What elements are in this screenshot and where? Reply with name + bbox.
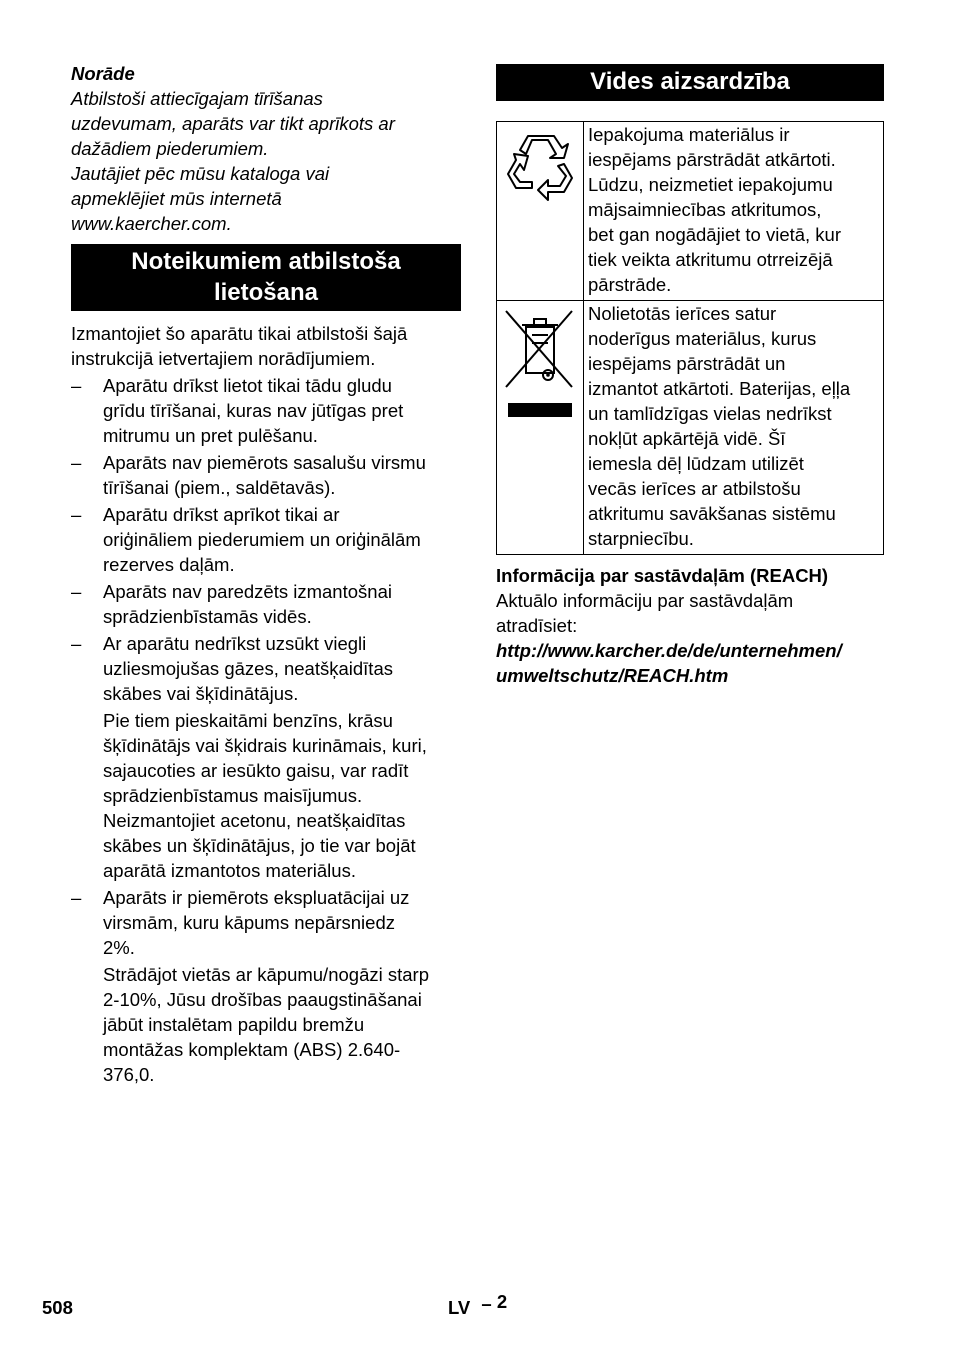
footer-dash: – bbox=[481, 1293, 492, 1314]
intro-line: Izmantojiet šo aparātu tikai atbilstoši šajā bbox=[71, 323, 408, 344]
cell-line: nokļūt apkārtējā vidē. Šī bbox=[588, 428, 786, 449]
heading-line: lietošana bbox=[213, 279, 319, 306]
cell-line: iemesla dēļ lūdzam utilizēt bbox=[588, 453, 804, 474]
cell-line: Lūdzu, neizmetiet iepakojumu bbox=[588, 174, 833, 195]
section-heading-environment: Vides aizsardzība bbox=[496, 64, 884, 101]
note-line: Atbilstoši attiecīgajam tīrīšanas bbox=[71, 88, 323, 109]
item-line: montāžas komplektam (ABS) 2.640- bbox=[103, 1039, 401, 1060]
item-line: grīdu tīrīšanai, kuras nav jūtīgas pret bbox=[103, 400, 404, 421]
footer-language-marker bbox=[448, 1291, 508, 1320]
item-line: sajaucoties ar iesūkto gaisu, var radīt bbox=[103, 760, 409, 781]
cell-line: atkritumu savākšanas sistēmu bbox=[588, 503, 836, 524]
item-line: 2-10%, Jūsu drošības paaugstināšanai bbox=[103, 989, 422, 1010]
item-line: Strādājot vietās ar kāpumu/nogāzi starp bbox=[103, 964, 429, 985]
cell-line: noderīgus materiālus, kurus bbox=[588, 328, 817, 349]
intro-line: instrukcijā ietvertajiem norādījumiem. bbox=[71, 348, 376, 369]
list-dash: – bbox=[71, 581, 82, 602]
heading-line: Noteikumiem atbilstoša bbox=[131, 248, 401, 275]
item-line: oriģināliem piederumiem un oriģinālām bbox=[103, 529, 421, 550]
item-line: skābes un šķīdinātājus, jo tie var bojāt bbox=[103, 835, 416, 856]
reach-line: atradīsiet: bbox=[496, 615, 578, 636]
icon-cell bbox=[497, 122, 584, 301]
item-line: 2%. bbox=[103, 937, 135, 958]
cell-line: Iepakojuma materiālus ir bbox=[588, 124, 790, 145]
cell-line: izmantot atkārtoti. Baterijas, eļļa bbox=[588, 378, 851, 399]
item-line: Aparātu drīkst aprīkot tikai ar bbox=[103, 504, 340, 525]
crossed-out-bin-icon bbox=[502, 307, 578, 419]
reach-link[interactable] bbox=[496, 638, 884, 688]
list-dash: – bbox=[71, 375, 82, 396]
item-line: aparātā izmantotos materiālus. bbox=[103, 860, 356, 881]
usage-rules-list bbox=[71, 373, 461, 1087]
note-line: apmeklējiet mūs internetā bbox=[71, 188, 282, 209]
language-code: LV bbox=[448, 1297, 471, 1318]
item-line: Ar aparātu nedrīkst uzsūkt viegli bbox=[103, 633, 367, 654]
list-item bbox=[71, 373, 461, 448]
item-line: Aparātu drīkst lietot tikai tādu gludu bbox=[103, 375, 392, 396]
cell-line: vecās ierīces ar atbilstošu bbox=[588, 478, 801, 499]
item-line: sprādzienbīstamus maisījumus. bbox=[103, 785, 363, 806]
section-heading-intended-use bbox=[71, 244, 461, 311]
item-line: 376,0. bbox=[103, 1064, 155, 1085]
list-dash: – bbox=[71, 887, 82, 908]
item-line: Pie tiem pieskaitāmi benzīns, krāsu bbox=[103, 710, 393, 731]
item-line: Aparāts ir piemērots ekspluatācijai uz bbox=[103, 887, 410, 908]
note-title: Norāde bbox=[71, 63, 135, 84]
reach-title: Informācija par sastāvdaļām (REACH) bbox=[496, 565, 829, 586]
list-dash: – bbox=[71, 633, 82, 654]
text-cell bbox=[584, 301, 884, 555]
item-line: šķīdinātājs vai šķidrais kurināmais, kuri, bbox=[103, 735, 427, 756]
cell-line: starpniecību. bbox=[588, 528, 694, 549]
cell-line: pārstrāde. bbox=[588, 274, 672, 295]
note-line: www.kaercher.com. bbox=[71, 213, 232, 234]
list-dash: – bbox=[71, 504, 82, 525]
table-row bbox=[497, 122, 884, 301]
recycle-icon bbox=[502, 128, 578, 218]
cell-line: Nolietotās ierīces satur bbox=[588, 303, 777, 324]
list-item bbox=[71, 450, 461, 500]
item-line: skābes vai šķīdinātājus. bbox=[103, 683, 299, 704]
item-line: rezerves daļām. bbox=[103, 554, 235, 575]
list-item bbox=[71, 502, 461, 577]
text-cell bbox=[584, 122, 884, 301]
environment-table bbox=[496, 121, 884, 555]
cell-line: un tamlīdzīgas vielas nedrīkst bbox=[588, 403, 832, 424]
list-item bbox=[71, 885, 461, 1087]
table-row bbox=[497, 301, 884, 555]
note-text bbox=[71, 86, 461, 236]
cell-line: mājsaimniecības atkritumos, bbox=[588, 199, 822, 220]
note-line: dažādiem piederumiem. bbox=[71, 138, 269, 159]
item-line: Aparāts nav paredzēts izmantošnai bbox=[103, 581, 392, 602]
item-line: virsmām, kuru kāpums nepārsniedz bbox=[103, 912, 395, 933]
item-line: uzliesmojušas gāzes, neatšķaidītas bbox=[103, 658, 393, 679]
reach-text bbox=[496, 588, 884, 638]
item-line: mitrumu un pret pulēšanu. bbox=[103, 425, 318, 446]
intro-paragraph bbox=[71, 321, 461, 371]
item-line: sprādzienbīstamās vidēs. bbox=[103, 606, 312, 627]
reach-link-line[interactable]: umweltschutz/REACH.htm bbox=[496, 665, 729, 686]
cell-line: tiek veikta atkritumu otrreizējā bbox=[588, 249, 833, 270]
cell-line: iespējams pārstrādāt atkārtoti. bbox=[588, 149, 836, 170]
item-line: jābūt instalētam papildu bremžu bbox=[103, 1014, 365, 1035]
list-dash: – bbox=[71, 452, 82, 473]
list-item bbox=[71, 631, 461, 883]
cell-line: bet gan nogādājiet to vietā, kur bbox=[588, 224, 842, 245]
icon-cell bbox=[497, 301, 584, 555]
item-line: Aparāts nav piemērots sasalušu virsmu bbox=[103, 452, 426, 473]
reach-line: Aktuālo informāciju par sastāvdaļām bbox=[496, 590, 794, 611]
left-column bbox=[71, 61, 461, 1087]
reach-link-line[interactable]: http://www.karcher.de/de/unternehmen/ bbox=[496, 640, 842, 661]
item-line: tīrīšanai (piem., saldētavās). bbox=[103, 477, 336, 498]
right-column bbox=[496, 64, 884, 688]
item-line: Neizmantojiet acetonu, neatšķaidītas bbox=[103, 810, 406, 831]
page-number: 508 bbox=[42, 1297, 73, 1318]
sub-page-number: 2 bbox=[496, 1291, 508, 1312]
note-line: Jautājiet pēc mūsu kataloga vai bbox=[71, 163, 330, 184]
list-item bbox=[71, 579, 461, 629]
note-line: uzdevumam, aparāts var tikt aprīkots ar bbox=[71, 113, 395, 134]
cell-line: iespējams pārstrādāt un bbox=[588, 353, 786, 374]
